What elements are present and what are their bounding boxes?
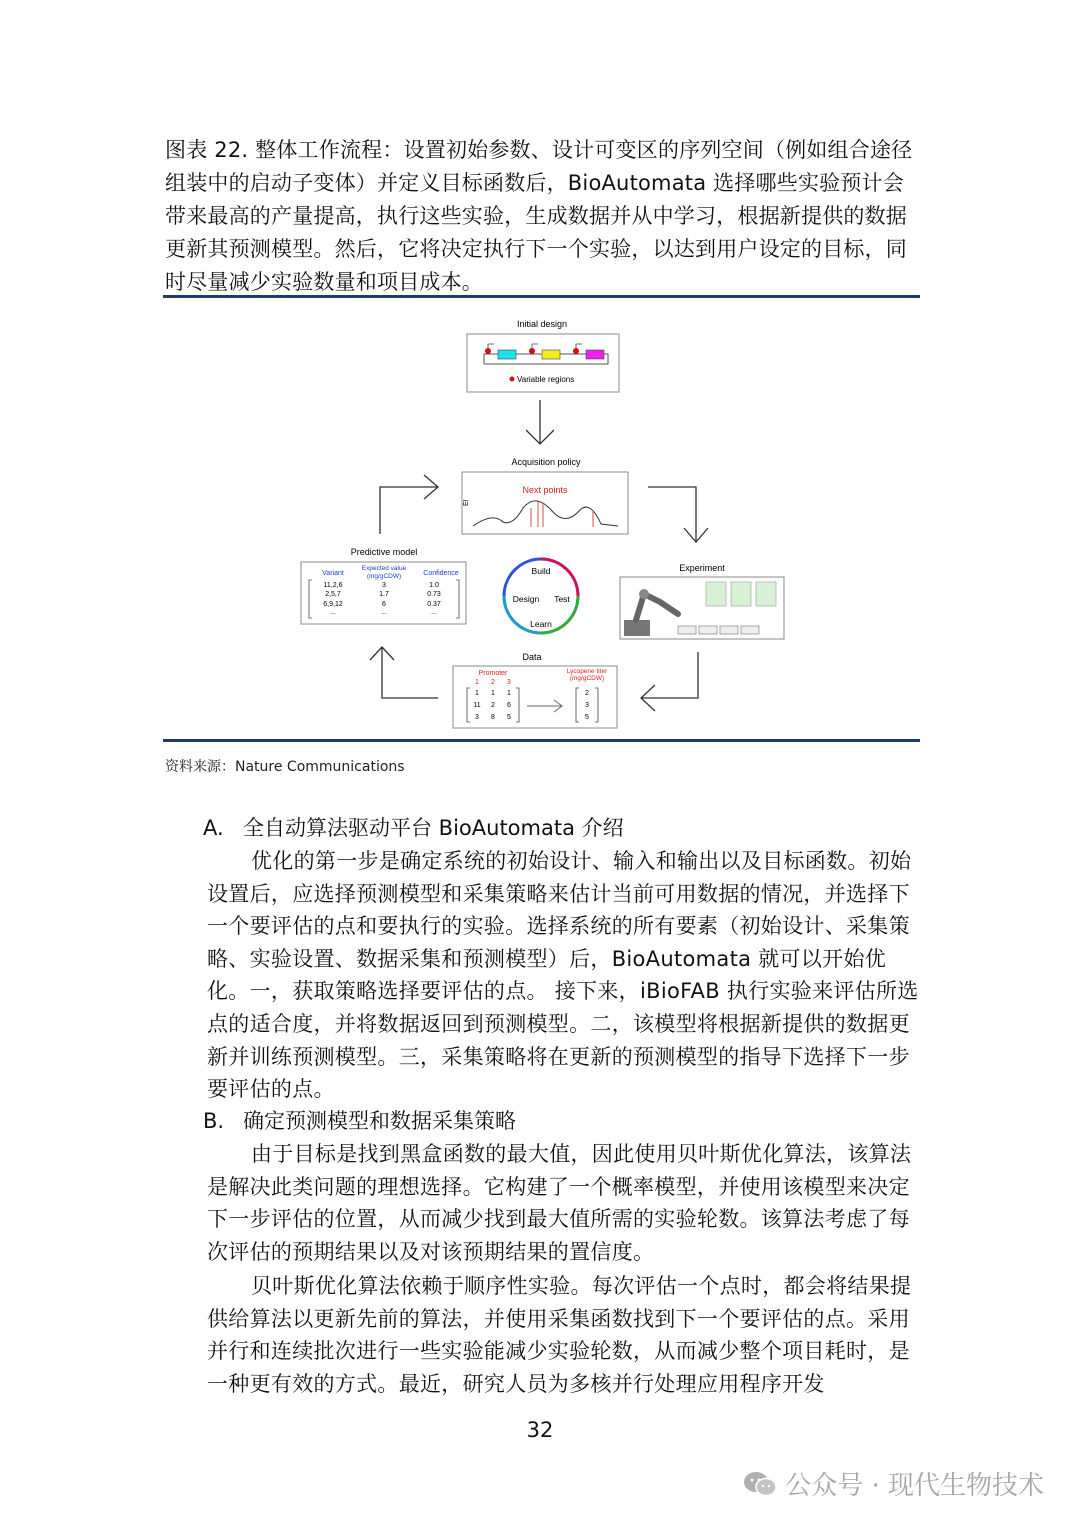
- svg-text:5: 5: [507, 714, 511, 721]
- arrow-policy-to-experiment: [648, 487, 708, 542]
- svg-text:0.73: 0.73: [427, 591, 441, 598]
- col-variant: Variant: [322, 570, 344, 577]
- cycle-learn: Learn: [530, 619, 552, 629]
- dbtl-cycle: [504, 559, 578, 633]
- legend-dot: [510, 377, 515, 382]
- variable-region-dot: [529, 348, 535, 354]
- lycopene-values: [585, 690, 589, 721]
- svg-text:2: 2: [491, 679, 495, 686]
- svg-text:3: 3: [507, 679, 511, 686]
- promoter-label: Promoter: [478, 670, 508, 677]
- svg-text:11,2,6: 11,2,6: [323, 582, 343, 589]
- svg-text:...: ...: [330, 609, 336, 616]
- svg-text:6,9,12: 6,9,12: [323, 601, 343, 608]
- section-a-heading: [203, 813, 624, 843]
- bottom-divider: [163, 739, 920, 742]
- variable-regions-label: Variable regions: [517, 375, 575, 384]
- source-note: 资料来源：Nature Communications: [165, 759, 405, 775]
- section-a-label: A.: [203, 816, 224, 840]
- svg-text:11: 11: [473, 702, 481, 709]
- wechat-icon: [743, 1470, 777, 1498]
- acquisition-policy-label: Acquisition policy: [511, 457, 581, 467]
- predictive-model-label: Predictive model: [350, 547, 418, 557]
- experiment-label: Experiment: [679, 563, 725, 573]
- svg-text:3: 3: [382, 582, 386, 589]
- paragraph-b1: 由于目标是找到黑盒函数的最大值，因此使用贝叶斯优化算法，该算法是解决此类问题的理想选择。它构建了一个概率模型，并使用该模型来决定下一步评估的位置，从而减少找到最大值所需的实验轮数。该算法考虑了每次评估的预期结果以及对该预期结果的置信度。: [207, 1142, 912, 1264]
- svg-text:2,5,7: 2,5,7: [325, 591, 341, 598]
- col-expected: Expected value: [361, 565, 407, 572]
- col-expected-unit: (mg/gCDW): [366, 573, 402, 580]
- arrow-data-to-model: [370, 647, 438, 698]
- svg-text:...: ...: [431, 609, 437, 616]
- svg-text:1.0: 1.0: [429, 582, 439, 589]
- svg-text:1: 1: [491, 690, 495, 697]
- ei-axis-label: EI: [463, 499, 470, 506]
- next-points-label: Next points: [522, 485, 568, 495]
- lycopene-label: Lycopene titer: [566, 668, 608, 675]
- svg-text:6: 6: [507, 702, 511, 709]
- section-b-label: B.: [203, 1109, 225, 1133]
- svg-text:3: 3: [585, 702, 589, 709]
- arrow-experiment-to-data: [641, 652, 698, 711]
- section-b-heading: [203, 1106, 516, 1136]
- svg-text:1.7: 1.7: [379, 591, 389, 598]
- svg-text:6: 6: [382, 601, 386, 608]
- page-number: 32: [526, 1418, 554, 1442]
- paragraph-b2: 贝叶斯优化算法依赖于顺序性实验。每次评估一个点时，都会将结果提供给算法以更新先前的算法，并使用采集函数找到下一个要评估的点。采用并行和连续批次进行一些实验能减少实验轮数，从而减少整个项目耗时，是一种更有效的方式。最近，研究人员为多核并行处理应用程序开发: [207, 1274, 912, 1396]
- cycle-test: Test: [554, 594, 570, 604]
- svg-text:2: 2: [585, 690, 589, 697]
- arrow-down: [526, 400, 554, 444]
- lycopene-unit: (mg/gCDW): [569, 675, 605, 682]
- svg-text:...: ...: [381, 609, 387, 616]
- section-b-title: 确定预测模型和数据采集策略: [243, 1109, 516, 1133]
- section-a-title: 全自动算法驱动平台 BioAutomata 介绍: [243, 816, 624, 840]
- data-label: Data: [522, 652, 542, 662]
- arrow-model-to-policy: [380, 475, 438, 534]
- figure-caption: 图表 22. 整体工作流程：设置初始参数、设计可变区的序列空间（例如组合途径组装中的启动子变体）并定义目标函数后，BioAutomata 选择哪些实验预计会带来最高的产量提高，执行这些实验，生成数据并从中学习，根据新提供的数据更新其预测模型。然后，它将决定执行下一个实验，以达到用户设定的目标，同时尽量减少实验数量和项目成本。: [165, 138, 913, 294]
- svg-text:1: 1: [475, 690, 479, 697]
- svg-text:1: 1: [507, 690, 511, 697]
- svg-text:5: 5: [585, 714, 589, 721]
- cycle-build: Build: [531, 566, 551, 576]
- variable-region-dot: [485, 348, 491, 354]
- svg-text:8: 8: [491, 714, 495, 721]
- workflow-figure: [298, 312, 798, 742]
- cycle-design: Design: [512, 594, 540, 604]
- variable-region-dot: [573, 348, 579, 354]
- top-divider: [163, 295, 920, 298]
- watermark-text: 公众号 · 现代生物技术: [785, 1471, 1044, 1501]
- svg-text:0.37: 0.37: [427, 601, 441, 608]
- watermark: [743, 1465, 1044, 1502]
- svg-text:2: 2: [491, 702, 495, 709]
- svg-text:3: 3: [475, 714, 479, 721]
- svg-text:1: 1: [475, 679, 479, 686]
- paragraph-a: 优化的第一步是确定系统的初始设计、输入和输出以及目标函数。初始设置后，应选择预测模型和采集策略来估计当前可用数据的情况，并选择下一个要评估的点和要执行的实验。选择系统的所有要素（初始设计、采集策略、实验设置、数据采集和预测模型）后，BioAutomata 就可以开始优化。一，获取策略选择要评估的点。 接下来，iBioFAB 执行实验来评估所选点的适合度，并将数据返回到预测模型。二，该模型将根据新提供的数据更新并训练预测模型。三，采集策略将在更新的预测模型的指导下选择下一步要评估的点。: [207, 849, 919, 1102]
- col-confidence: Confidence: [423, 570, 459, 577]
- initial-design-label: Initial design: [516, 319, 568, 329]
